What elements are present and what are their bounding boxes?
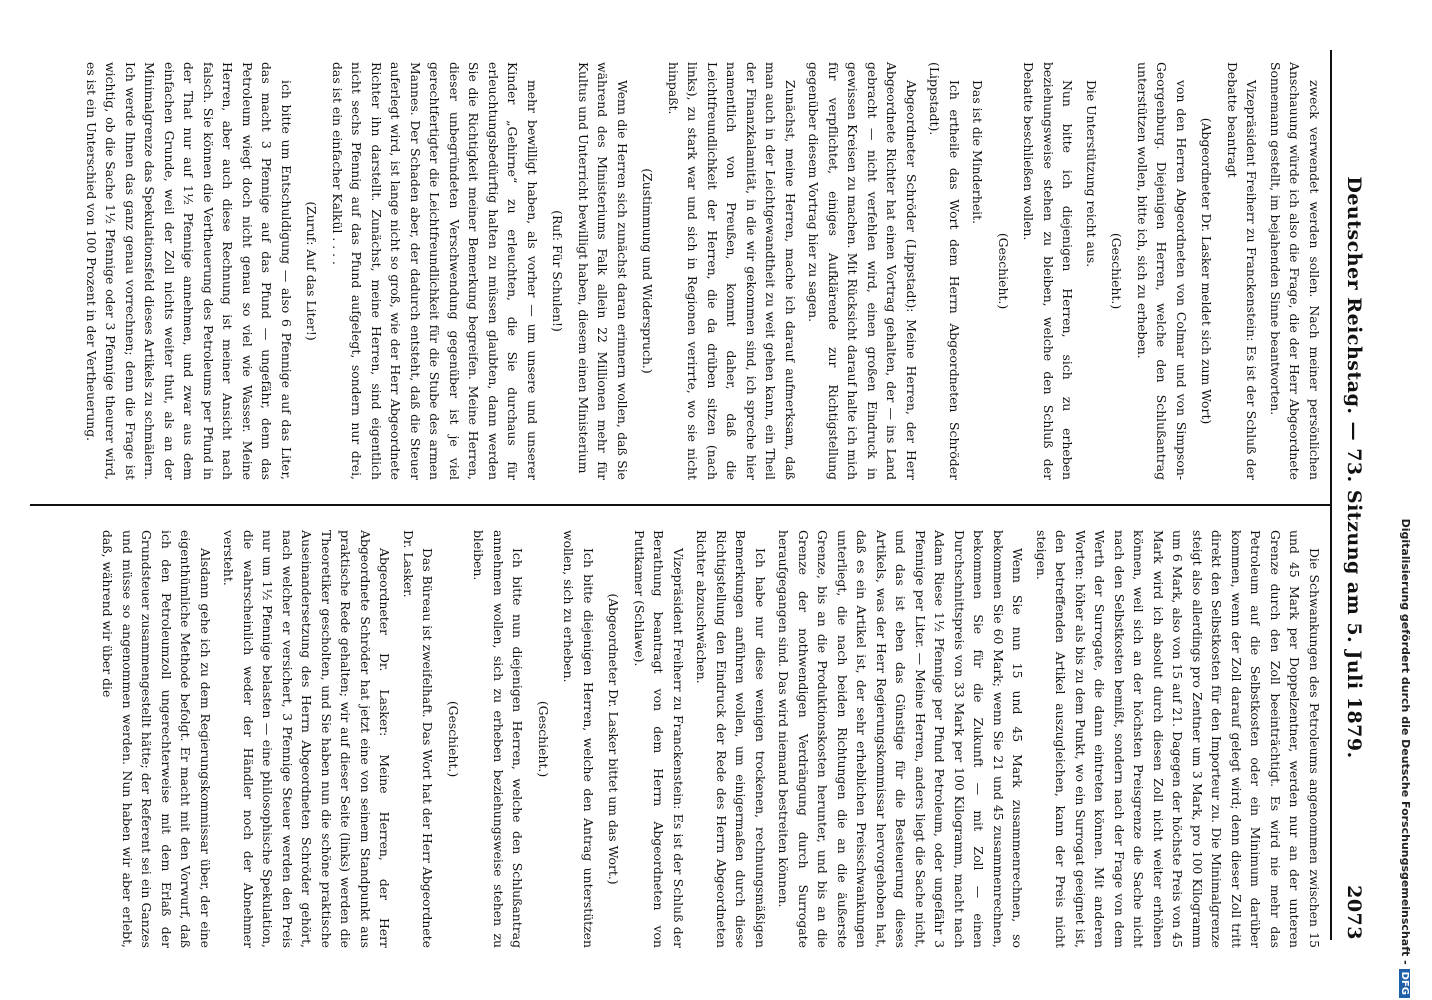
stage-direction: (Zustimmung und Widerspruch.): [640, 168, 656, 374]
page-header: [1336, 50, 1372, 940]
paragraph: Ich ertheile das Wort dem Herrn Abgeordneten Schröder (Lippstadt).: [927, 62, 962, 480]
paragraph: von den Herren Abgeordneten von Colmar und von Simpson-Georgenburg. Diejenigen Herren, welche den Schlußantrag unterstützen wollen, bitte ich, sich zu erheben.: [1135, 62, 1189, 480]
paragraph: Die Schwankungen des Petroleums angenommen zwischen 15 und 45 Mark per Doppelzentner, werden nur an der unteren Grenze durch den Zoll beeinträchtigt. Es wird nie mehr das Petroleum auf die Selbstkosten oder ein Minimum darüber kommen, wenn der Zoll darauf gelegt wird; denn dieser Zoll tritt direkt den Selbstkosten für den Importeur zu. Die Minimalgrenze steigt also allerdings pro Zentner um 3 Mark, pro 100 Kilogramm um 6 Mark, also von 15 auf 21. Dagegen der höchste Preis von 45 Mark wird ich absolut durch diesen Zoll nicht weiter erhöhen können, weil sich an der höchsten Preisgrenze die Sache nicht nach den Selbstkosten bemißt, sondern nach der Frage von dem Werth der Surrogate, die dann eintreten können. Mit anderen Worten: höher als bis zu dem Punkt, wo ein Surrogat geeignet ist, den betreffenden Artikel auszugleichen, kann der Preis nicht steigen.: [1034, 530, 1322, 948]
paragraph: Ich bitte nun diejenigen Herren, welche den Schlußantrag annehmen wollen, sich zu erheben beziehungsweise stehen zu bleiben.: [471, 530, 526, 948]
paragraph: Abgeordneter Dr. Lasker: Meine Herren, der Herr Abgeordnete Schröder hat jetzt eine von seinem Standpunkt aus praktische Rede gehalten; wir auf dieser Seite (links) werden die Theoretiker gescholten, und Sie haben nun die schöne praktische Auseinandersetzung des Herrn Abgeordneten Schröder gehört, nach welcher er versichert, 3 Pfennige Steuer werden den Preis nur um 1½ Pfennige belasten — eine philosophische Spekulation, die wahrscheinlich weder der Händler noch der Abnehmer versteht.: [221, 530, 393, 948]
stage-direction: (Geschieht.): [536, 700, 551, 778]
paragraph: Alsdann gehe ich zu dem Regierungskommissar über, der eine eigenthümliche Methode befolgt. Er macht mit den Vorwurf, daß ich den Petroleumzoll ungerechterweise mit dem Erlaß der Grundsteuer zusammengestellt hätte; der Referent sei ein Ganzes und müsse so angenommen werden. Nun haben wir aber erlebt, daß, während wir über die: [100, 530, 213, 948]
right-column: [34, 530, 1324, 948]
stage-direction: (Geschieht.): [1109, 232, 1125, 310]
paragraph: Ich habe nur diese wenigen trockenen, rechnungsmäßigen Bemerkungen anführen wollen, um einigermaßen durch diese Richtigstellung den Eindruck der Rede des Herrn Abgeordneten Richter abzuschwächen.: [694, 530, 768, 948]
paragraph: Zunächst, meine Herren, mache ich darauf aufmerksam, daß man auch in der Leichtgewandtheit zu weit gehen kann, ein Theil der Finanzkalamität, in die wir gekommen sind, ich spreche hier namentlich von Preußen, kommt daher, daß die Leichtfreundlichkeit der Herren, die da drüben sitzen (nach links), zu stark war und sich in Regionen verirrte, wo sie nicht hinpaßt.: [666, 62, 798, 480]
paragraph: Das Büreau ist zweifelhaft. Das Wort hat der Herr Abgeordnete Dr. Lasker.: [401, 530, 436, 948]
paragraph: Vizepräsident Freiherr zu Franckenstein: Es ist der Schluß der Berathung beantragt von dem Herrn Abgeordneten von Puttkamer (Schlawe).: [632, 530, 686, 948]
header-title: Deutscher Reichstag. — 73. Sitzung am 5. Juli 1879.: [1343, 176, 1365, 759]
stage-direction: (Abgeordneter Dr. Lasker meldet sich zum Wort): [1199, 117, 1215, 425]
stage-direction: (Zuruf: Auf das Liter!): [304, 201, 320, 341]
page-number: 2073: [1343, 885, 1365, 940]
paragraph: Ich bitte diejenigen Herren, welche den Antrag unterstützen wollen, sich zu erheben.: [561, 530, 596, 948]
paragraph: Wenn die Herren sich zunächst daran erinnern wollen, daß Sie während des Ministeriums Falk allein 22 Millionen mehr für Kultus und Unterricht bewilligt haben, diesem einen Ministerium: [576, 62, 630, 480]
column-divider: [30, 504, 1330, 506]
paragraph: Vizepräsident Freiherr zu Franckenstein: Es ist der Schluß der Debatte beantragt: [1225, 62, 1260, 480]
left-column: [34, 62, 1324, 480]
paragraph: Die Unterstützung reicht aus.: [1084, 80, 1099, 268]
page-edge: [0, 0, 26, 1000]
paragraph: Wenn Sie nun 15 und 45 Mark zusammenrechnen, so bekommen Sie 60 Mark; wenn Sie 21 und 45 zusammenrechnen, bekommen Sie für die Zukunft — mit Zoll — einen Durchschnittspreis von 33 Mark per 100 Kilogramm, macht nach Adam Riese 1½ Pfennige per Pfund Petroleum, oder ungefähr 3 Pfennige per Liter. — Meine Herren, anders liegt die Sache nicht, und das ist eben das Günstige für die Besteuerung dieses Artikels, was der Herr Regierungskommissar hervorgehoben hat, daß es ein Artikel ist, der sehr erheblichen Preisschwankungen unterliegt, die nach beiden Richtungen die an die äußerste Grenze, bis an die Produktionskosten herunter, und bis an die Grenze der nothwendigen Verdrängung durch Surrogate heraufgegangen sind. Das wird niemand bestreiten können.: [776, 530, 1026, 948]
dfg-logo: DFG: [1399, 969, 1410, 998]
stage-direction: (Geschieht.): [446, 700, 461, 778]
paragraph: ich bitte um Entschuldigung — also 6 Pfennige auf das Liter, das macht 3 Pfennige auf das Pfund — ungefähr, denn das Petroleum wiegt doch nicht genau so viel wie Wasser. Meine Herren, aber auch diese Rechnung ist meiner Ansicht nach falsch. Sie können die Vertheuerung des Petroleums per Pfund in der That nur auf 1½ Pfennige annehmen, und zwar aus dem einfachen Grunde, weil der Zoll nichts weiter thut, als an der Minimalgrenze das Spekulationsfeld dieses Artikels zu schmälern. Ich werde Ihnen das ganz genau vorrechnen; denn die Frage ist wichtig, ob die Sache 1½ Pfennige oder 3 Pfennige theurer wird, es ist ein Unterschied von 100 Prozent in der Vertheuerung.: [84, 62, 294, 480]
stage-direction: (Geschieht.): [996, 232, 1011, 310]
header-rule: [1330, 50, 1332, 940]
paragraph: Das ist die Minderheit.: [970, 80, 986, 225]
stage-direction: (Ruf: Für Schulen!): [550, 210, 566, 332]
paragraph: Nun bitte ich diejenigen Herren, sich zu erheben beziehungsweise stehen zu bleiben, welche den Schluß der Debatte beschließen wollen.: [1021, 62, 1076, 480]
stage-direction: (Abgeordneter Dr. Lasker bittet um das Wort.): [606, 593, 622, 885]
paragraph: mehr bewilligt haben, als vorher — um unsere und unserer Kinder „Gehirne“ zu erleuchten, die Sie durchaus für erleuchtungsbedürftig halten zu müssen glaubten, dann werden Sie die Richtigkeit meiner Bemerkung begreifen. Meine Herren, dieser unbegründeten Verschwendung gegenüber ist je viel gerechtfertigter die Leichtfreundlichkeit für die Stube des armen Mannes. Der Schaden aber, der dadurch entsteht, daß die Steuer auferlegt wird, ist lange nicht so groß, wie der Herr Abgeordnete Richter ihn darstellt. Zunächst, meine Herren, sind eigentlich nicht sechs Pfennig auf das Pfund aufgelegt, sondern nur drei, das ist ein einfacher Kalkül . . . .: [330, 62, 540, 480]
paragraph: zweck verwendet werden sollen. Nach meiner persönlichen Anschauung würde ich also die Frage, die der Herr Abgeordnete Sonnemann gestellt, im bejahenden Sinne beantworten.: [1268, 62, 1322, 480]
credit-text: Digitalisierung gefördert durch die Deutsche Forschungsgemeinschaft -: [1399, 518, 1412, 965]
paragraph: Abgeordneter Schröder (Lippstadt): Meine Herren, der Herr Abgeordnete Richter hat einen Vortrag gehalten, der — ins Land gebracht — nicht verfehlen wird, einen großen Eindruck in gewissen Kreisen zu machen. Mit Rücksicht darauf halte ich mich für verpflichtet, einiges Aufklärende zur Richtigstellung gegenüber diesem Vortrag hier zu sagen.: [806, 62, 919, 480]
